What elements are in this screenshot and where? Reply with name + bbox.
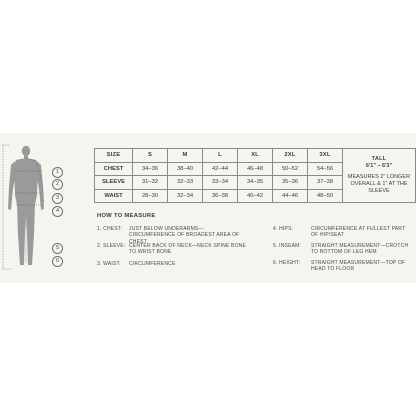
tall-range: 6'1" – 6'3" [365,163,393,169]
table-cell: 33–34 [203,176,238,190]
tall-title: TALL [371,156,387,162]
how-to-measure-title: HOW TO MEASURE [97,213,156,219]
table-cell: 48–50 [308,189,343,203]
table-cell: 35–36 [273,176,308,190]
tall-info [343,149,416,203]
measure-label: 6. HEIGHT: [273,260,301,266]
tall-note: MEASURES 2" LONGER OVERALL & 1" AT THE SLEEVE [347,174,411,194]
measure-label: 2. SLEEVE: [97,243,126,249]
table-cell: 44–46 [273,189,308,203]
table-cell: 50–52 [273,162,308,176]
table-cell: 34–36 [133,162,168,176]
measure-desc: JUST BELOW UNDERARMS—CIRCUMFERENCE OF BROADEST AREA OF CHEST [129,226,240,245]
measure-item-height [273,260,411,274]
measure-label: 5. INSEAM: [273,243,302,249]
measure-label: 3. WAIST: [97,261,121,267]
measure-label: 4. HIPS: [273,226,294,232]
table-cell: 37–38 [308,176,343,190]
header-m: M [168,149,203,163]
header-3xl: 3XL [308,149,343,163]
table-cell: 31–32 [133,176,168,190]
measure-desc: CIRCUMFERENCE [129,261,176,267]
table-cell: 32–33 [168,176,203,190]
row-label: WAIST [95,189,133,203]
size-chart-panel [0,133,416,283]
table-header-row [95,149,416,163]
header-l: L [203,149,238,163]
table-cell: 54–56 [308,162,343,176]
table-cell: 28–30 [133,189,168,203]
table-cell: 46–48 [238,162,273,176]
row-label: SLEEVE [95,176,133,190]
marker-5: 5 [52,243,63,254]
measure-desc: STRAIGHT MEASUREMENT—CROTCH TO BOTTOM OF LEG HEM [311,243,409,256]
measure-item-sleeve [97,243,257,257]
marker-3: 3 [52,193,63,204]
table-cell: 32–34 [168,189,203,203]
measure-item-chest [97,226,257,245]
header-s: S [133,149,168,163]
marker-1: 1 [52,167,63,178]
table-cell: 34–35 [238,176,273,190]
header-size: SIZE [95,149,133,163]
header-2xl: 2XL [273,149,308,163]
measure-item-inseam [273,243,411,257]
table-cell: 42–44 [203,162,238,176]
measure-desc: CENTER BACK OF NECK—NECK SPINE BONE TO WRIST BONE [129,243,247,256]
measurement-markers [52,133,68,283]
marker-4: 4 [52,206,63,217]
marker-6: 6 [52,256,63,267]
measure-desc: STRAIGHT MEASUREMENT—TOP OF HEAD TO FLOOR [311,260,406,273]
table-cell: 40–42 [238,189,273,203]
body-measurement-figure-icon [0,143,50,273]
row-label: CHEST [95,162,133,176]
table-cell: 36–38 [203,189,238,203]
measure-label: 1. CHEST: [97,226,123,232]
size-table [94,148,416,203]
header-xl: XL [238,149,273,163]
measure-item-waist [97,261,257,269]
marker-2: 2 [52,179,63,190]
table-cell: 38–40 [168,162,203,176]
measure-item-hips [273,226,411,240]
measure-desc: CIRCUMFERENCE AT FULLEST PART OF HIP/SEAT [311,226,406,239]
